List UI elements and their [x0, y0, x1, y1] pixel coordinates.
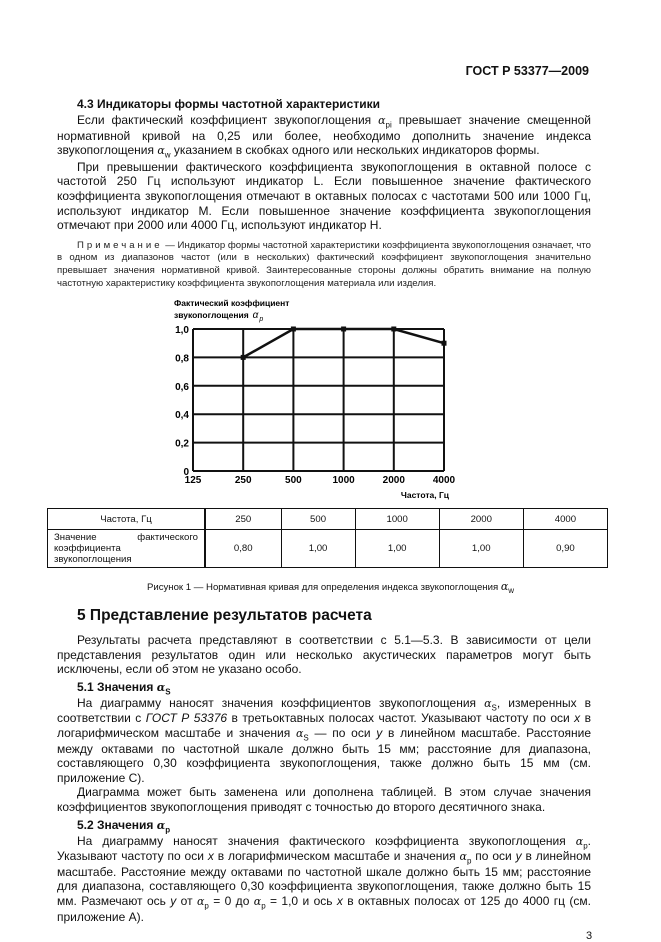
section-4-3 — [57, 97, 591, 290]
table-cell: 1,00 — [439, 530, 523, 568]
paragraph — [57, 160, 591, 233]
table-row — [48, 509, 608, 530]
math-symbol: α — [156, 680, 166, 694]
italic-text: у — [515, 849, 522, 864]
italic-text: ГОСТ Р 53376 — [145, 711, 228, 726]
section-5 — [57, 607, 591, 924]
x-tick-label: 4000 — [432, 475, 456, 486]
note — [57, 240, 591, 290]
x-axis-label: Частота, Гц — [400, 490, 449, 500]
row-label: Частота, Гц — [48, 509, 206, 530]
table-cell: 500 — [281, 509, 355, 530]
text-run: = 0 до — [208, 893, 254, 908]
y-tick-label: 0,4 — [175, 410, 189, 422]
document-id: ГОСТ Р 53377—2009 — [465, 64, 589, 78]
x-tick-label: 2000 — [382, 475, 405, 486]
x-tick-label: 1000 — [332, 475, 355, 486]
row-label: Значение фактического коэффициента звукопоглощения — [48, 530, 206, 568]
math-subscript: p — [583, 840, 588, 850]
math-symbol: α — [196, 894, 205, 908]
text-run: Результаты расчета представляют в соответствии с 5.1—5.3. В зависимости от цели представления результатов один или несколько акустических параметров могут быть исключены, если об этом не указано особо. — [57, 633, 591, 677]
math-symbol: α — [253, 894, 262, 908]
text-run: от — [176, 893, 197, 908]
text-run: На диаграмму наносят значения коэффициентов звукопоглощения — [77, 695, 485, 710]
figure-caption — [0, 580, 661, 593]
text-run: Рисунок 1 — Нормативная кривая для определения индекса звукопоглощения — [146, 582, 501, 593]
paragraph — [57, 785, 591, 814]
text-run: по оси — [471, 849, 516, 864]
text-run: — по оси — [308, 725, 377, 740]
section-heading: 5 Представление результатов расчета — [77, 607, 372, 624]
text-run: в октавных полосах от 125 до 4000 гц (см. приложение А). — [57, 893, 592, 924]
section-heading: 4.3 Индикаторы формы частотной характеристики — [77, 97, 380, 111]
text-run: в логарифмическом масштабе и значения — [57, 711, 591, 740]
table-cell: 250 — [205, 509, 281, 530]
y-tick-label: 0,8 — [175, 353, 189, 365]
text-run: = 1,0 и ось — [265, 893, 337, 908]
math-subscript: p — [261, 901, 266, 911]
section-heading — [77, 818, 591, 833]
text-run: . Указывают частоту по оси — [57, 833, 591, 864]
math-symbol: α — [157, 144, 165, 158]
math-symbol: α — [459, 850, 467, 864]
table-cell: 1,00 — [355, 530, 439, 568]
text-run: Если фактический коэффициент звукопоглощения — [77, 113, 379, 127]
math-symbol: α — [575, 834, 584, 848]
note-text: — Индикатор формы частотной характеристики коэффициента звукопоглощения означает, что в одном из диапазонов частот (или в нескольких) фактический коэффициент звукопоглощения значительно превышает значения нормативной кривой. Заинтересованные стороны должны обратить внимание на полную частотную характеристику коэффициента звукопоглощения материала или изделия. — [57, 239, 591, 289]
math-subscript: S — [165, 687, 171, 697]
math-subscript: S — [303, 733, 309, 743]
math-subscript: pi — [385, 120, 392, 130]
table-cell: 1000 — [355, 509, 439, 530]
table-cell: 4000 — [523, 509, 607, 530]
text-run: Диаграмма может быть заменена или дополнена таблицей. В этом случае значения коэффициентов звукопоглощения приводят с точностью до второго десятичного знака. — [57, 785, 591, 814]
data-point — [341, 327, 346, 332]
math-subscript: p — [165, 824, 171, 834]
math-subscript: p — [466, 856, 472, 866]
y-axis-label-line1: Фактический коэффициент — [174, 298, 290, 308]
italic-text: х — [574, 711, 581, 726]
data-point — [391, 327, 396, 332]
math-symbol: α — [500, 580, 509, 593]
italic-text: у — [376, 725, 383, 740]
table-cell: 2000 — [439, 509, 523, 530]
text-run: 5.2 Значения — [77, 817, 157, 832]
math-subscript: w — [164, 150, 171, 160]
section-heading — [77, 680, 591, 695]
math-subscript: w — [508, 585, 515, 595]
data-point — [291, 327, 296, 332]
data-point — [241, 355, 246, 360]
text-run: , измеренных в соответствии с — [57, 695, 592, 726]
paragraph — [57, 834, 591, 925]
chart — [160, 296, 470, 504]
x-tick-label: 500 — [285, 475, 302, 486]
paragraph — [57, 696, 591, 786]
italic-text: х — [336, 893, 343, 908]
page-number: 3 — [586, 930, 593, 942]
paragraph — [57, 113, 591, 159]
y-tick-label: 1,0 — [175, 325, 189, 336]
math-symbol: α — [378, 114, 386, 127]
y-axis-label-subscript: p — [259, 316, 264, 323]
italic-text: у — [170, 893, 177, 908]
x-tick-label: 250 — [234, 475, 252, 486]
math-symbol: α — [484, 696, 492, 710]
table-cell: 0,80 — [205, 530, 281, 568]
text-run: превышает значение смещенной нормативной кривой на 0,25 или более, необходимо дополнить значение индекса звукопоглощения — [57, 113, 591, 158]
y-tick-label: 0,6 — [175, 381, 189, 393]
table-cell: 0,90 — [523, 530, 607, 568]
text-run: в третьоктавных полосах частот. Указывают частоту по оси — [227, 711, 575, 726]
data-table — [47, 508, 608, 568]
x-tick-label: 125 — [184, 475, 202, 486]
table-row — [48, 530, 608, 568]
text-run: в линейном масштабе. Расстояние между октавами по частотной шкале должно быть 15 мм; расстояние для диапазона, составляющего 0,30 коэффициента звукопоглощения, также должно быть 15 мм (см. приложение С). — [57, 725, 591, 785]
note-label: Примечание — [77, 239, 163, 251]
y-tick-label: 0,2 — [175, 438, 189, 450]
math-subscript: p — [204, 901, 209, 911]
text-run: в логарифмическом масштабе и значения — [213, 849, 460, 864]
math-subscript: S — [491, 703, 497, 713]
math-symbol: α — [156, 818, 166, 832]
math-symbol: α — [295, 726, 304, 740]
table-cell: 1,00 — [281, 530, 355, 568]
data-point — [442, 341, 447, 346]
text-run: 5.1 Значения — [77, 679, 157, 694]
y-axis-label-symbol: α — [252, 310, 259, 321]
italic-text: х — [207, 849, 214, 864]
y-tick-label: 0 — [183, 467, 189, 478]
text-run: На диаграмму наносят значения фактического коэффициента звукопоглощения — [77, 833, 576, 848]
text-run: в линейном масштабе. Расстояние между октавами по частотной шкале должно быть 15 мм; расстояние для диапазона, составляющего 0,30 коэффициента звукопоглощения, также должно быть 15 мм. Размечают ось — [57, 849, 591, 908]
text-run: При превышении фактического коэффициента звукопоглощения в октавной полосе с частотой 250 Гц используют индикатор L. Если повышенное значение фактического коэффициента звукопоглощения отмечают в октавных полосах с частотами 500 или 1000 Гц, используют индикатор М. Если повышенное значение коэффициента звукопоглощения отмечают при 2000 или 4000 Гц, используют индикатор Н. — [57, 159, 591, 233]
y-axis-label-line2: звукопоглощения — [174, 310, 249, 320]
text-run: указанием в скобках одного или нескольких индикаторов формы. — [170, 143, 540, 158]
paragraph — [57, 633, 591, 677]
